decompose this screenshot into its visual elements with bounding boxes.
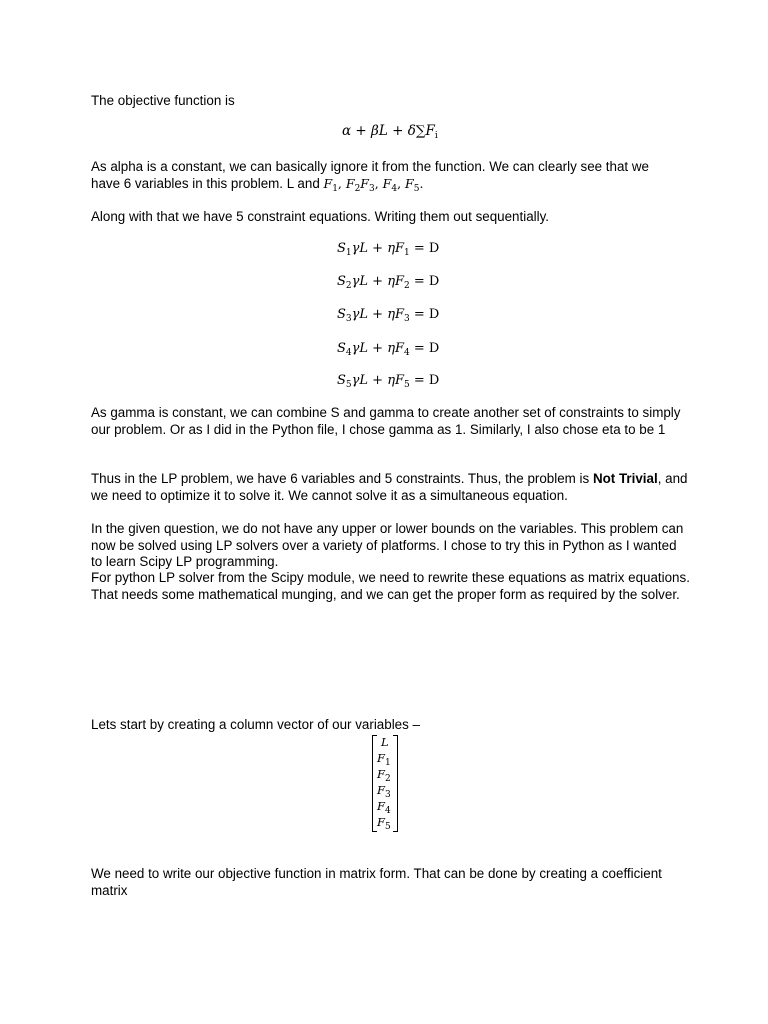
variables-inline: $F_1$, $F_2F_3$, $F_4$, $F_5$. xyxy=(323,175,424,194)
paragraph-thus-text-end: , and we need to optimize it to solve it. We cannot solve it as a simultaneous equation. xyxy=(91,471,688,503)
vector-entry: $F_1$ xyxy=(377,751,391,768)
constraints-intro: Along with that we have 5 constraint equations. Writing them out sequentially. xyxy=(91,209,550,224)
objective-formula xyxy=(342,123,438,139)
paragraph-thus xyxy=(91,471,691,504)
F-symbol: F xyxy=(425,123,435,139)
plus-sign: + xyxy=(387,123,408,139)
not-trivial-bold: Not Trivial xyxy=(592,471,658,486)
paragraph-gamma: As gamma is constant, we can combine S and gamma to create another set of constraints to simply our problem. Or as I did in the Python file, I chose gamma as 1. Similarly, I also chose eta to be 1 xyxy=(91,405,681,437)
paragraph-alpha-line1: As alpha is a constant, we can basically ignore it from the function. We can clearly see that we xyxy=(91,159,649,174)
vector-entry: L xyxy=(381,735,389,749)
paragraph-thus-text: Thus in the LP problem, we have 6 variables and 5 constraints. Thus, the problem is xyxy=(91,471,593,486)
paragraph-alpha xyxy=(91,159,691,192)
alpha-symbol: α xyxy=(342,123,352,139)
paragraph-scipy: For python LP solver from the Scipy module, we need to rewrite these equations as matrix equations. That needs some mathematical munging, and we can get the proper form as required by the solver. xyxy=(91,570,690,602)
paragraph-bounds: In the given question, we do not have any upper or lower bounds on the variables. This problem can now be solved using LP solvers over a variety of platforms. I chose to try this in Python as I wanted to learn Scipy LP programming. xyxy=(91,521,684,569)
sum-symbol: ∑ xyxy=(415,123,426,139)
constraint-equation: $S_3\gamma L + \eta F_3 = D$ xyxy=(337,307,440,324)
constraint-equation: $S_5\gamma L + \eta F_5 = D$ xyxy=(337,373,440,390)
L-symbol: L xyxy=(378,123,388,139)
plus-sign: + xyxy=(351,123,372,139)
paragraph-alpha-line2: have 6 variables in this problem. L and xyxy=(91,175,324,191)
constraint-equation: $S_2\gamma L + \eta F_2 = D$ xyxy=(337,274,440,291)
delta-symbol: δ xyxy=(407,123,416,139)
vector-entry: $F_2$ xyxy=(377,767,391,784)
vector-entry: $F_3$ xyxy=(377,783,391,800)
column-vector xyxy=(372,735,398,832)
constraint-equation: $S_1\gamma L + \eta F_1 = D$ xyxy=(337,241,440,258)
beta-symbol: β xyxy=(371,123,379,139)
vector-entry: $F_5$ xyxy=(377,815,391,832)
subscript-i: i xyxy=(434,131,438,141)
paragraph-matrix: We need to write our objective function in matrix form. That can be done by creating a coefficient matrix xyxy=(91,866,662,898)
vector-entry: $F_4$ xyxy=(377,799,391,816)
objective-intro: The objective function is xyxy=(91,93,235,108)
paragraph-vector-intro: Lets start by creating a column vector of our variables – xyxy=(91,717,420,732)
constraint-equation: $S_4\gamma L + \eta F_4 = D$ xyxy=(337,341,440,358)
